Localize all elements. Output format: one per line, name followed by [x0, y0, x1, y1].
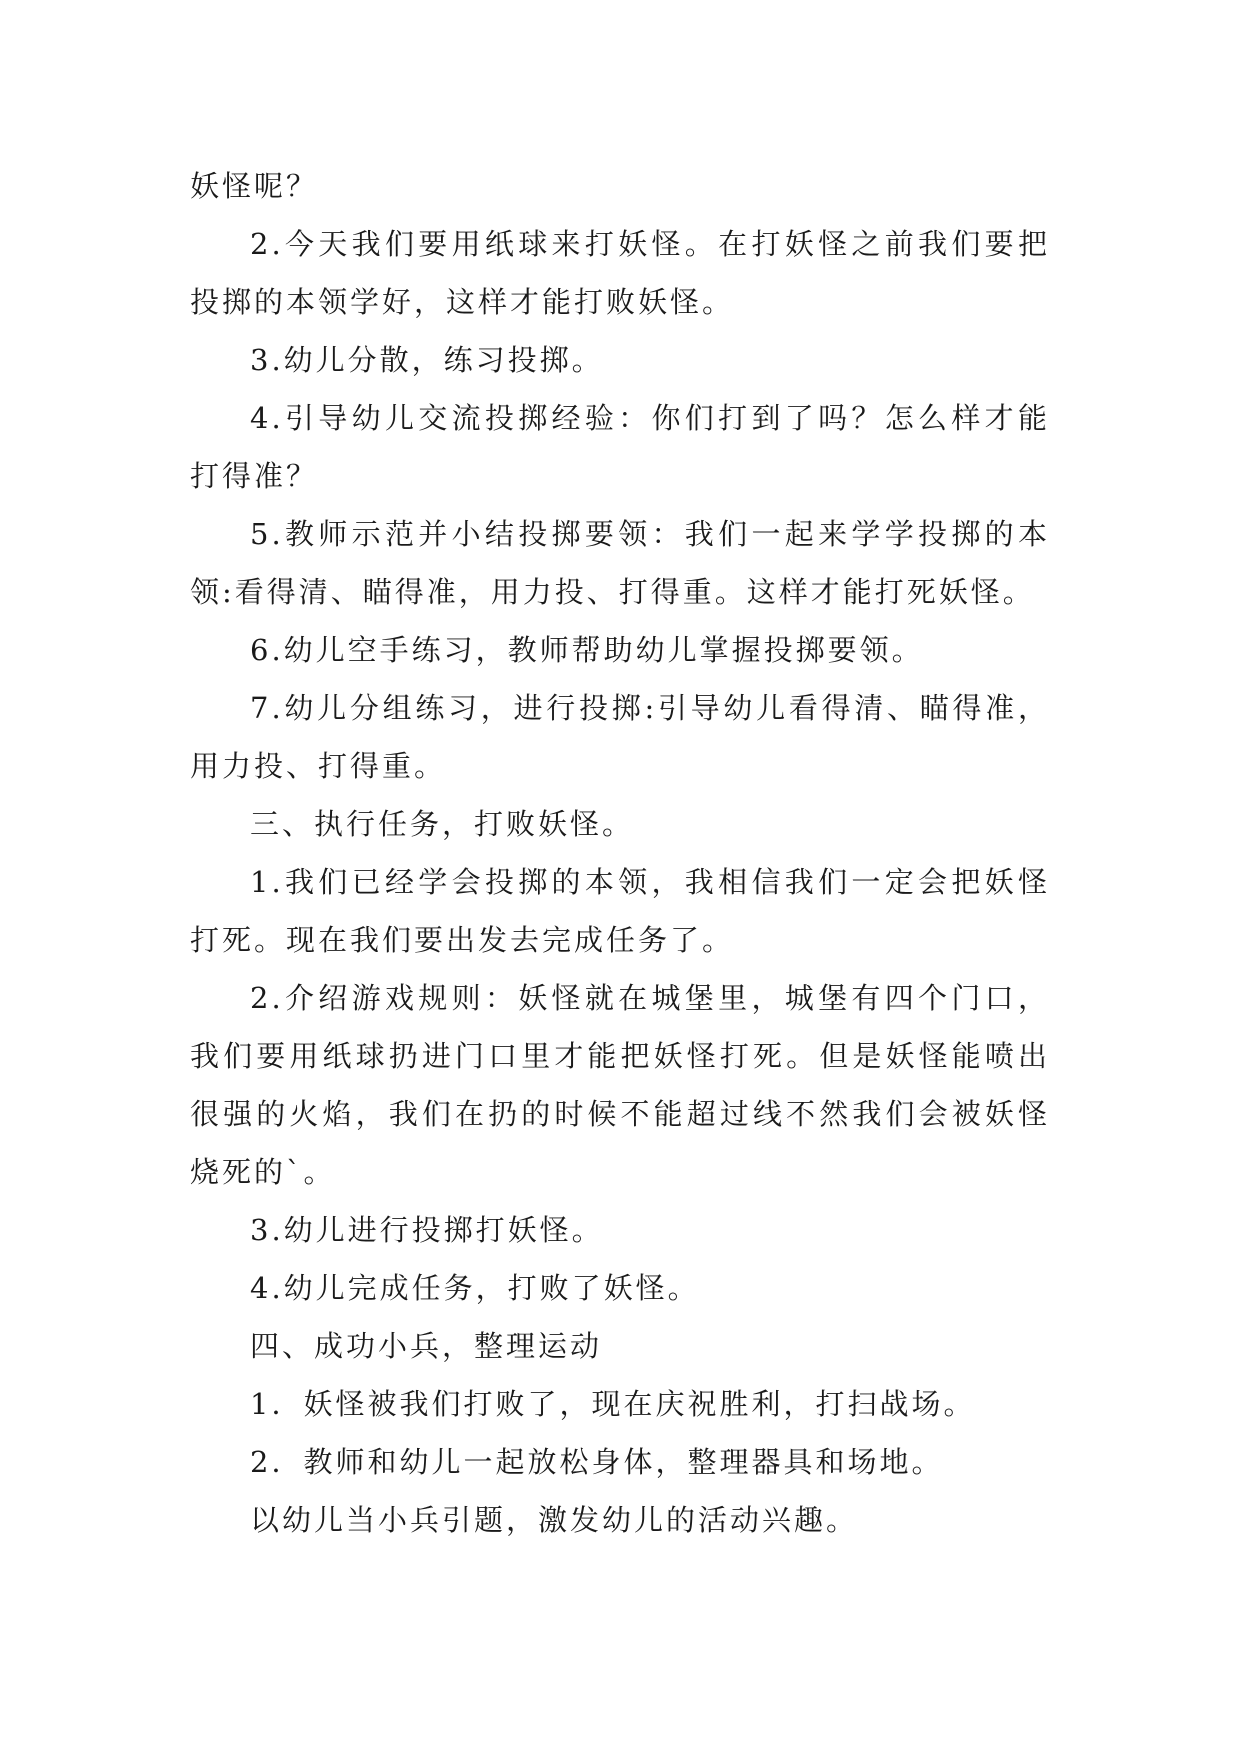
paragraph: 5.教师示范并小结投掷要领：我们一起来学学投掷的本领:看得清、瞄得准，用力投、打得重。这样才能打死妖怪。	[190, 517, 1050, 609]
section-heading: 三、执行任务，打败妖怪。	[250, 807, 635, 841]
paragraph: 4.引导幼儿交流投掷经验：你们打到了吗？怎么样才能打得准？	[190, 401, 1050, 493]
paragraph: 妖怪呢？	[190, 169, 319, 203]
paragraph: 3.幼儿分散，练习投掷。	[250, 343, 604, 377]
paragraph: 2．教师和幼儿一起放松身体，整理器具和场地。	[250, 1445, 944, 1479]
paragraph: 1．妖怪被我们打败了，现在庆祝胜利，打扫战场。	[250, 1387, 976, 1421]
paragraph: 2.今天我们要用纸球来打妖怪。在打妖怪之前我们要把投掷的本领学好，这样才能打败妖怪。	[190, 227, 1050, 319]
paragraph: 7.幼儿分组练习，进行投掷:引导幼儿看得清、瞄得准，用力投、打得重。	[190, 691, 1050, 783]
paragraph: 2.介绍游戏规则：妖怪就在城堡里，城堡有四个门口，我们要用纸球扔进门口里才能把妖怪打死。但是妖怪能喷出很强的火焰，我们在扔的时候不能超过线不然我们会被妖怪烧死的`。	[190, 981, 1050, 1189]
paragraph: 4.幼儿完成任务，打败了妖怪。	[250, 1271, 700, 1305]
paragraph: 1.我们已经学会投掷的本领，我相信我们一定会把妖怪打死。现在我们要出发去完成任务了。	[190, 865, 1050, 957]
paragraph: 以幼儿当小兵引题，激发幼儿的活动兴趣。	[250, 1503, 859, 1537]
paragraph: 6.幼儿空手练习，教师帮助幼儿掌握投掷要领。	[250, 633, 924, 667]
section-heading: 四、成功小兵，整理运动	[250, 1329, 603, 1363]
paragraph: 3.幼儿进行投掷打妖怪。	[250, 1213, 604, 1247]
document-body	[190, 157, 1050, 1549]
